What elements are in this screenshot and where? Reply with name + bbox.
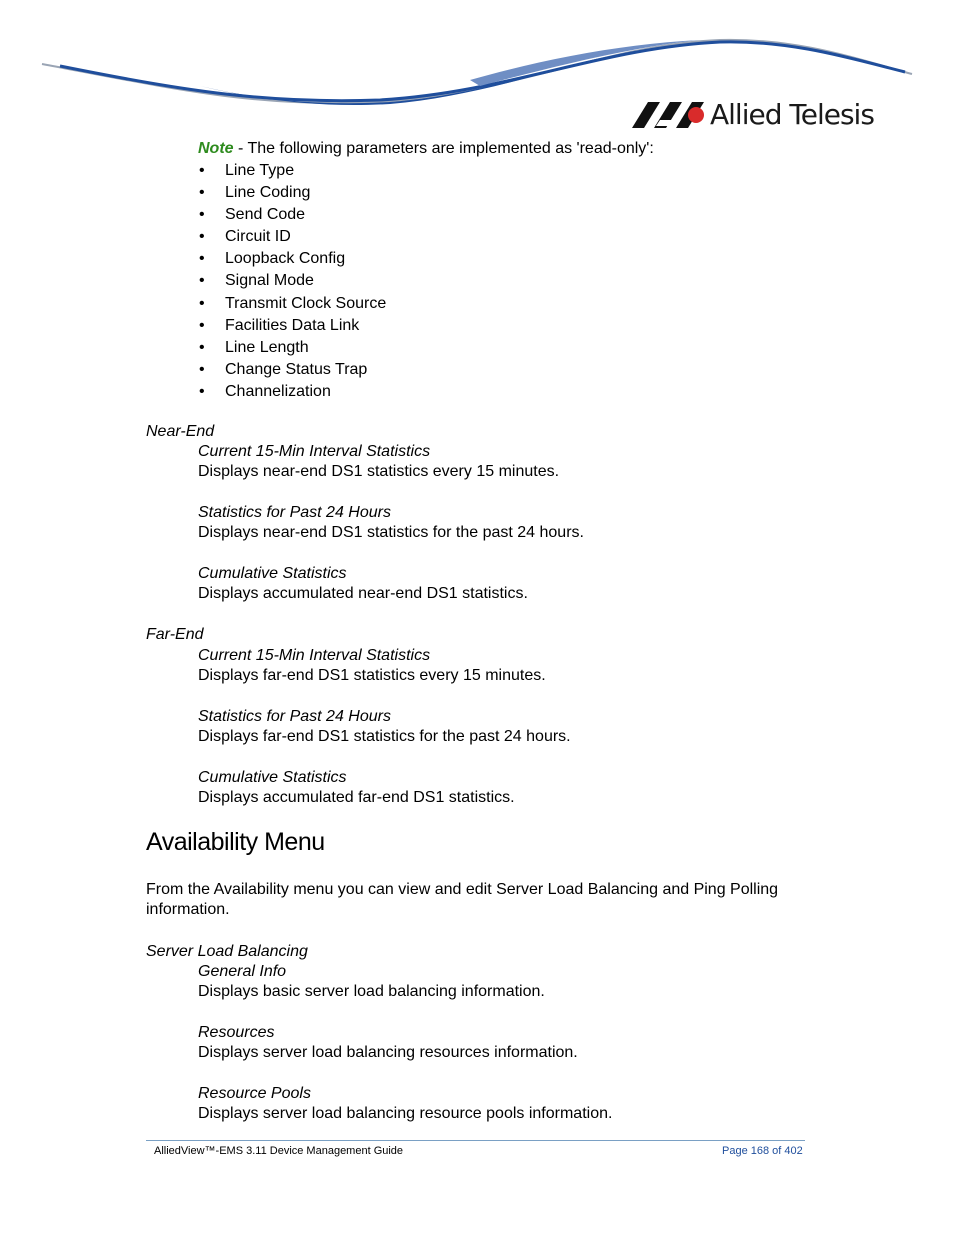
list-item: • Change Status Trap [198,359,386,381]
item-title: Statistics for Past 24 Hours [198,504,391,521]
item-title: Current 15-Min Interval Statistics [198,443,431,460]
list-item: • Loopback Config [198,248,386,270]
section-heading-far-end: Far-End [146,626,204,643]
list-item: • Channelization [198,381,386,403]
section-heading-server-load-balancing: Server Load Balancing [146,943,308,960]
item-description: Displays far-end DS1 statistics every 15 minutes. [198,667,546,684]
item-title: Resources [198,1024,275,1041]
list-item: • Line Type [198,160,386,182]
item-description: Displays basic server load balancing information. [198,983,545,1000]
section-heading-near-end: Near-End [146,423,215,440]
list-item: • Line Length [198,337,386,359]
item-title: Current 15-Min Interval Statistics [198,647,431,664]
readonly-parameter-list [198,160,386,403]
footer-divider [146,1140,805,1141]
item-description: Displays near-end DS1 statistics every 15 minutes. [198,463,560,480]
list-item: • Transmit Clock Source [198,293,386,315]
item-description: Displays near-end DS1 statistics for the past 24 hours. [198,524,584,541]
list-item: • Signal Mode [198,270,386,292]
section-title-availability-menu: Availability Menu [146,828,325,856]
item-title: General Info [198,963,287,980]
list-item: • Facilities Data Link [198,315,386,337]
item-title: Statistics for Past 24 Hours [198,708,391,725]
note-label: Note [198,140,234,157]
logo-mark-icon [630,100,706,130]
item-description: Displays accumulated far-end DS1 statistics. [198,789,515,806]
item-title: Cumulative Statistics [198,565,347,582]
list-item: • Line Coding [198,182,386,204]
item-title: Cumulative Statistics [198,769,347,786]
item-description: Displays server load balancing resource pools information. [198,1105,613,1122]
item-description: Displays far-end DS1 statistics for the past 24 hours. [198,728,571,745]
item-description: Displays server load balancing resources information. [198,1044,578,1061]
list-item: • Send Code [198,204,386,226]
availability-intro: From the Availability menu you can view and edit Server Load Balancing and Ping Polling information. [146,881,779,918]
note-text: - The following parameters are implemented as 'read-only': [233,140,654,157]
item-title: Resource Pools [198,1085,311,1102]
footer-page-number: Page 168 of 402 [722,1145,803,1157]
item-description: Displays accumulated near-end DS1 statistics. [198,585,528,602]
allied-telesis-logo [630,100,874,130]
note-paragraph [198,138,654,160]
list-item: • Circuit ID [198,226,386,248]
logo-wordmark: Allied Telesis [710,98,874,131]
footer-document-title: AlliedView™-EMS 3.11 Device Management Guide [154,1145,404,1157]
